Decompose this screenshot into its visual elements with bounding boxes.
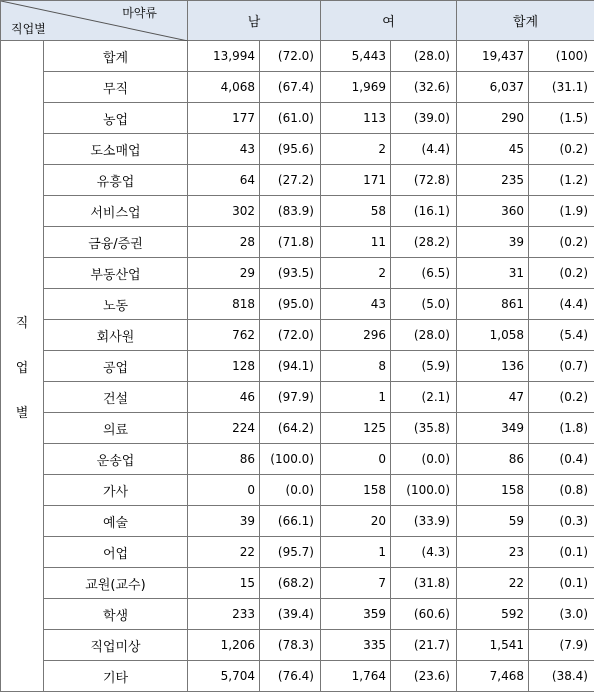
total-count-cell: 47	[457, 382, 529, 413]
female-percent-cell: (4.4)	[391, 134, 457, 165]
male-count-cell: 1,206	[188, 630, 260, 661]
category-cell: 운송업	[44, 444, 188, 475]
category-cell: 공업	[44, 351, 188, 382]
total-count-cell: 1,541	[457, 630, 529, 661]
category-cell: 교원(교수)	[44, 568, 188, 599]
female-count-cell: 158	[321, 475, 391, 506]
table-row	[1, 351, 594, 382]
male-percent-cell: (68.2)	[260, 568, 321, 599]
total-percent-cell: (1.8)	[529, 413, 594, 444]
male-percent-cell: (93.5)	[260, 258, 321, 289]
male-percent-cell: (83.9)	[260, 196, 321, 227]
total-count-cell: 6,037	[457, 72, 529, 103]
category-cell: 유흥업	[44, 165, 188, 196]
female-percent-cell: (5.9)	[391, 351, 457, 382]
female-percent-cell: (35.8)	[391, 413, 457, 444]
category-cell: 농업	[44, 103, 188, 134]
female-count-cell: 20	[321, 506, 391, 537]
female-count-cell: 1,969	[321, 72, 391, 103]
total-percent-cell: (0.3)	[529, 506, 594, 537]
male-percent-cell: (39.4)	[260, 599, 321, 630]
table-row	[1, 475, 594, 506]
total-count-cell: 592	[457, 599, 529, 630]
male-count-cell: 818	[188, 289, 260, 320]
male-percent-cell: (95.6)	[260, 134, 321, 165]
male-percent-cell: (67.4)	[260, 72, 321, 103]
male-count-cell: 15	[188, 568, 260, 599]
total-percent-cell: (31.1)	[529, 72, 594, 103]
total-percent-cell: (0.2)	[529, 134, 594, 165]
corner-header	[1, 1, 188, 41]
total-percent-cell: (0.8)	[529, 475, 594, 506]
total-count-cell: 290	[457, 103, 529, 134]
table-row	[1, 289, 594, 320]
total-percent-cell: (3.0)	[529, 599, 594, 630]
category-cell: 부동산업	[44, 258, 188, 289]
table-row	[1, 165, 594, 196]
male-percent-cell: (100.0)	[260, 444, 321, 475]
table-row	[1, 413, 594, 444]
male-percent-cell: (95.0)	[260, 289, 321, 320]
total-percent-cell: (0.1)	[529, 568, 594, 599]
total-percent-cell: (1.2)	[529, 165, 594, 196]
table-row	[1, 506, 594, 537]
category-cell: 합계	[44, 41, 188, 72]
category-cell: 무직	[44, 72, 188, 103]
total-count-cell: 59	[457, 506, 529, 537]
female-percent-cell: (5.0)	[391, 289, 457, 320]
table-row	[1, 196, 594, 227]
female-percent-cell: (72.8)	[391, 165, 457, 196]
female-percent-cell: (31.8)	[391, 568, 457, 599]
total-header: 합계	[457, 1, 594, 41]
group-label-char: 업	[15, 360, 29, 376]
male-count-cell: 43	[188, 134, 260, 165]
male-count-cell: 22	[188, 537, 260, 568]
male-count-cell: 128	[188, 351, 260, 382]
total-count-cell: 39	[457, 227, 529, 258]
male-count-cell: 13,994	[188, 41, 260, 72]
category-cell: 금융/증권	[44, 227, 188, 258]
category-cell: 직업미상	[44, 630, 188, 661]
male-header: 남	[188, 1, 321, 41]
male-count-cell: 28	[188, 227, 260, 258]
female-count-cell: 7	[321, 568, 391, 599]
table-row	[1, 258, 594, 289]
total-percent-cell: (0.2)	[529, 382, 594, 413]
female-count-cell: 11	[321, 227, 391, 258]
female-count-cell: 1	[321, 382, 391, 413]
female-percent-cell: (2.1)	[391, 382, 457, 413]
category-cell: 의료	[44, 413, 188, 444]
category-cell: 노동	[44, 289, 188, 320]
group-label-char: 별	[15, 405, 29, 421]
female-percent-cell: (23.6)	[391, 661, 457, 692]
total-percent-cell: (0.4)	[529, 444, 594, 475]
male-percent-cell: (72.0)	[260, 41, 321, 72]
male-percent-cell: (71.8)	[260, 227, 321, 258]
total-count-cell: 136	[457, 351, 529, 382]
male-percent-cell: (27.2)	[260, 165, 321, 196]
female-header: 여	[321, 1, 457, 41]
total-percent-cell: (5.4)	[529, 320, 594, 351]
male-count-cell: 39	[188, 506, 260, 537]
total-percent-cell: (1.9)	[529, 196, 594, 227]
total-count-cell: 23	[457, 537, 529, 568]
total-percent-cell: (0.1)	[529, 537, 594, 568]
table-row	[1, 630, 594, 661]
male-count-cell: 64	[188, 165, 260, 196]
total-percent-cell: (100)	[529, 41, 594, 72]
table-row	[1, 599, 594, 630]
female-count-cell: 2	[321, 134, 391, 165]
male-percent-cell: (61.0)	[260, 103, 321, 134]
female-count-cell: 1,764	[321, 661, 391, 692]
table-row	[1, 320, 594, 351]
table-row	[1, 72, 594, 103]
female-count-cell: 296	[321, 320, 391, 351]
male-percent-cell: (76.4)	[260, 661, 321, 692]
table-row	[1, 444, 594, 475]
corner-top-label: 마약류	[122, 6, 157, 20]
female-count-cell: 125	[321, 413, 391, 444]
male-percent-cell: (94.1)	[260, 351, 321, 382]
female-percent-cell: (60.6)	[391, 599, 457, 630]
table-row	[1, 382, 594, 413]
male-count-cell: 29	[188, 258, 260, 289]
female-count-cell: 171	[321, 165, 391, 196]
female-percent-cell: (32.6)	[391, 72, 457, 103]
total-percent-cell: (0.7)	[529, 351, 594, 382]
group-label-cell	[1, 41, 44, 692]
male-count-cell: 224	[188, 413, 260, 444]
female-count-cell: 113	[321, 103, 391, 134]
total-count-cell: 861	[457, 289, 529, 320]
female-count-cell: 43	[321, 289, 391, 320]
total-percent-cell: (7.9)	[529, 630, 594, 661]
female-count-cell: 359	[321, 599, 391, 630]
header-row	[1, 1, 594, 41]
total-count-cell: 86	[457, 444, 529, 475]
male-percent-cell: (72.0)	[260, 320, 321, 351]
total-count-cell: 158	[457, 475, 529, 506]
total-count-cell: 7,468	[457, 661, 529, 692]
female-percent-cell: (4.3)	[391, 537, 457, 568]
female-count-cell: 335	[321, 630, 391, 661]
male-percent-cell: (64.2)	[260, 413, 321, 444]
category-cell: 가사	[44, 475, 188, 506]
female-count-cell: 5,443	[321, 41, 391, 72]
female-count-cell: 2	[321, 258, 391, 289]
category-cell: 서비스업	[44, 196, 188, 227]
total-count-cell: 22	[457, 568, 529, 599]
female-count-cell: 0	[321, 444, 391, 475]
male-percent-cell: (78.3)	[260, 630, 321, 661]
total-percent-cell: (38.4)	[529, 661, 594, 692]
category-cell: 학생	[44, 599, 188, 630]
table-body	[1, 41, 594, 692]
female-percent-cell: (21.7)	[391, 630, 457, 661]
female-percent-cell: (6.5)	[391, 258, 457, 289]
male-count-cell: 5,704	[188, 661, 260, 692]
total-percent-cell: (1.5)	[529, 103, 594, 134]
female-percent-cell: (28.0)	[391, 41, 457, 72]
table-row	[1, 227, 594, 258]
female-percent-cell: (16.1)	[391, 196, 457, 227]
table-row	[1, 103, 594, 134]
total-percent-cell: (0.2)	[529, 258, 594, 289]
male-percent-cell: (95.7)	[260, 537, 321, 568]
male-count-cell: 4,068	[188, 72, 260, 103]
total-count-cell: 1,058	[457, 320, 529, 351]
table-row	[1, 537, 594, 568]
table-row	[1, 661, 594, 692]
male-count-cell: 233	[188, 599, 260, 630]
table-row	[1, 568, 594, 599]
female-count-cell: 8	[321, 351, 391, 382]
category-cell: 기타	[44, 661, 188, 692]
male-count-cell: 762	[188, 320, 260, 351]
male-count-cell: 46	[188, 382, 260, 413]
total-count-cell: 235	[457, 165, 529, 196]
category-cell: 도소매업	[44, 134, 188, 165]
male-count-cell: 0	[188, 475, 260, 506]
group-label	[1, 312, 43, 421]
male-count-cell: 86	[188, 444, 260, 475]
table-row	[1, 134, 594, 165]
male-percent-cell: (0.0)	[260, 475, 321, 506]
female-percent-cell: (28.2)	[391, 227, 457, 258]
total-count-cell: 360	[457, 196, 529, 227]
female-percent-cell: (39.0)	[391, 103, 457, 134]
category-cell: 건설	[44, 382, 188, 413]
corner-bottom-label: 직업별	[11, 22, 46, 36]
group-label-char: 직	[15, 315, 29, 331]
category-cell: 예술	[44, 506, 188, 537]
table-row	[1, 41, 594, 72]
total-count-cell: 19,437	[457, 41, 529, 72]
female-percent-cell: (33.9)	[391, 506, 457, 537]
category-cell: 회사원	[44, 320, 188, 351]
female-count-cell: 1	[321, 537, 391, 568]
male-percent-cell: (66.1)	[260, 506, 321, 537]
category-cell: 어업	[44, 537, 188, 568]
female-percent-cell: (28.0)	[391, 320, 457, 351]
total-count-cell: 31	[457, 258, 529, 289]
male-count-cell: 177	[188, 103, 260, 134]
total-count-cell: 349	[457, 413, 529, 444]
female-percent-cell: (100.0)	[391, 475, 457, 506]
female-percent-cell: (0.0)	[391, 444, 457, 475]
total-count-cell: 45	[457, 134, 529, 165]
total-percent-cell: (0.2)	[529, 227, 594, 258]
total-percent-cell: (4.4)	[529, 289, 594, 320]
female-count-cell: 58	[321, 196, 391, 227]
male-count-cell: 302	[188, 196, 260, 227]
male-percent-cell: (97.9)	[260, 382, 321, 413]
